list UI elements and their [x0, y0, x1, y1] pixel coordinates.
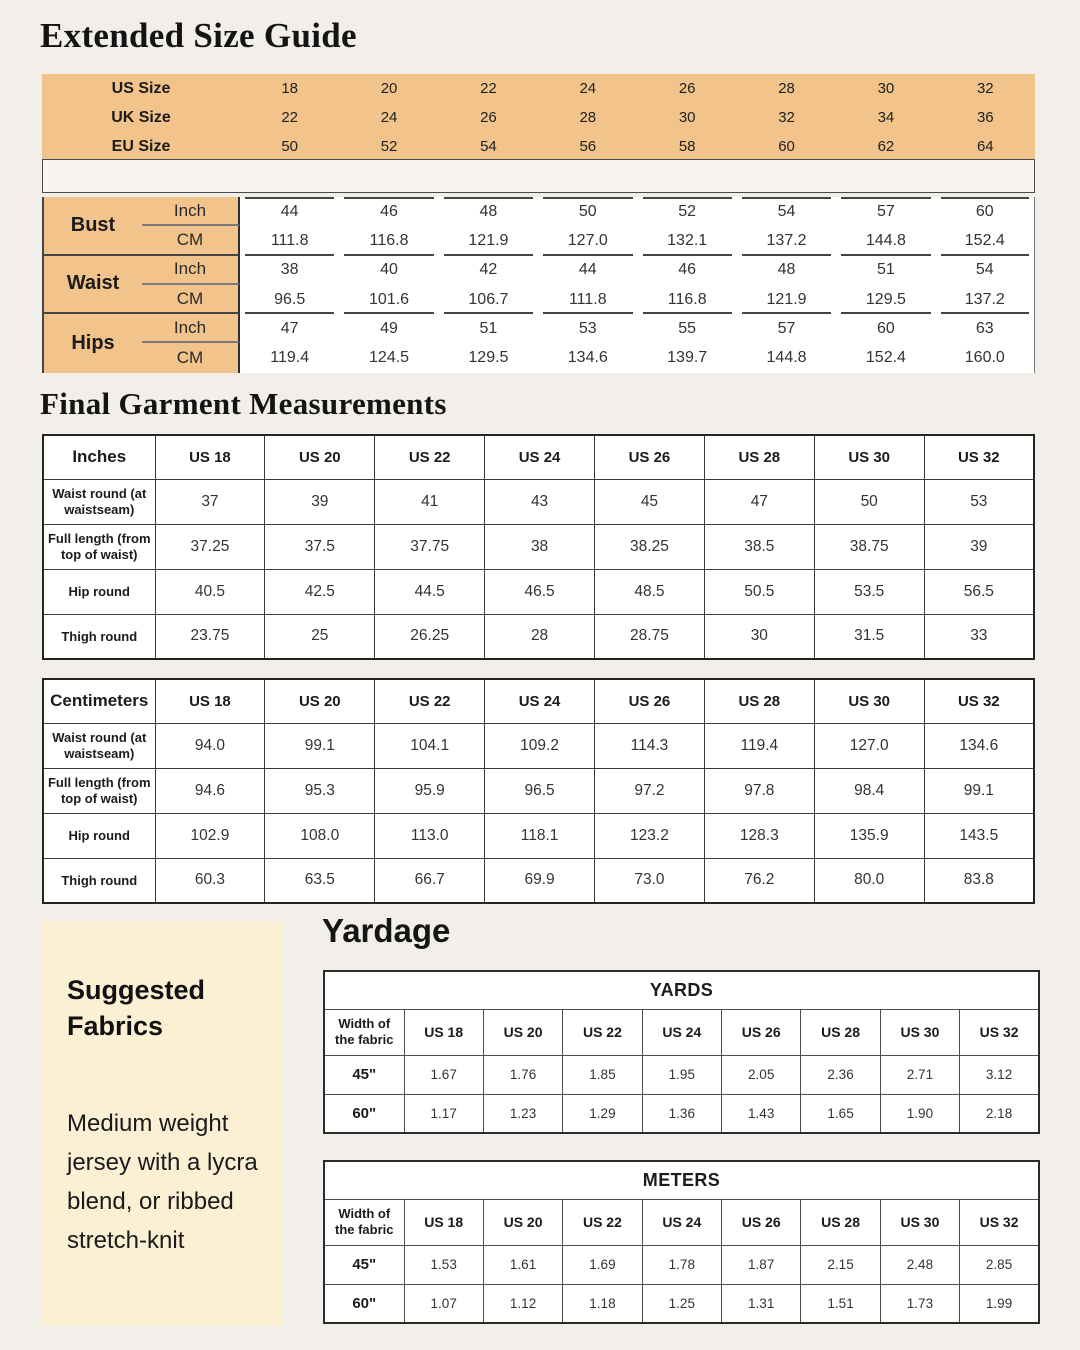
measurement-value: 49	[380, 319, 398, 337]
cm-values-row	[240, 285, 1035, 314]
unit-header: Inches	[43, 435, 155, 479]
measurement-value: 45	[595, 479, 705, 524]
measurement-value: 47	[704, 479, 814, 524]
measurement-value: 42.5	[265, 569, 375, 614]
fabric-width-label: 60"	[324, 1094, 404, 1133]
measurement-value: 50	[814, 479, 924, 524]
size-column-header: US 28	[801, 1009, 880, 1055]
measurement-value: 109.2	[485, 723, 595, 768]
measurement-value: 111.8	[538, 285, 637, 314]
table-title: YARDS	[324, 971, 1039, 1009]
measurement-value: 143.5	[924, 813, 1034, 858]
row-label: Waist round (at waistseam)	[43, 479, 155, 524]
measurement-value: 129.5	[836, 285, 935, 314]
measurement-name: Bust	[42, 197, 142, 256]
measurement-value: 44	[578, 261, 597, 279]
size-column-header: US 22	[563, 1009, 642, 1055]
measurement-value: 56.5	[924, 569, 1034, 614]
measurement-value: 114.3	[595, 723, 705, 768]
measurement-value: 37.25	[155, 524, 265, 569]
measurement-value: 111.8	[240, 226, 339, 255]
row-label: Full length (from top of waist)	[43, 524, 155, 569]
body-measurements-table	[42, 197, 1035, 373]
table-title-row	[324, 1161, 1039, 1199]
size-column-header: US 28	[704, 679, 814, 723]
measurement-value: 39	[265, 479, 375, 524]
yardage-value: 1.18	[563, 1284, 642, 1323]
row-label: Full length (from top of waist)	[43, 768, 155, 813]
measurement-value: 63.5	[265, 858, 375, 903]
measurement-value: 152.4	[936, 226, 1035, 255]
yardage-value: 2.15	[801, 1245, 880, 1284]
yardage-value: 1.69	[563, 1245, 642, 1284]
size-value: 20	[380, 80, 398, 97]
size-value: 32	[976, 80, 994, 97]
yardage-table-meters	[323, 1160, 1040, 1324]
yardage-value: 1.17	[404, 1094, 483, 1133]
measurement-value: 52	[638, 197, 737, 226]
measurement-value: 51	[877, 261, 895, 279]
table-row	[324, 1284, 1039, 1323]
measurement-value: 123.2	[595, 813, 705, 858]
measurement-value: 48.5	[595, 569, 705, 614]
measurement-value: 135.9	[814, 813, 924, 858]
measurement-value: 57	[777, 319, 796, 337]
measurement-value: 129.5	[468, 349, 509, 367]
yardage-table-yards	[323, 970, 1040, 1134]
measurement-value: 44.5	[375, 569, 485, 614]
yardage-value: 1.67	[404, 1055, 483, 1094]
size-value: 50	[281, 138, 299, 155]
garment-table-inches	[42, 434, 1035, 660]
measurement-value: 38.75	[814, 524, 924, 569]
cm-values-row	[240, 226, 1035, 255]
size-column-header: US 22	[375, 679, 485, 723]
measurement-value: 47	[280, 319, 299, 337]
size-value: 36	[976, 109, 994, 126]
measurement-value: 96.5	[240, 285, 339, 314]
measurement-value: 48	[439, 197, 538, 226]
measurement-value: 46	[339, 197, 438, 226]
measurement-value: 48	[777, 261, 796, 279]
measurement-value: 152.4	[865, 349, 906, 367]
size-system-label: UK Size	[111, 108, 171, 126]
garment-table-centimeters	[42, 678, 1035, 904]
size-column-header: US 30	[880, 1199, 959, 1245]
unit-label-cm: CM	[142, 226, 240, 255]
section-hips	[42, 314, 1035, 373]
measurement-value: 50.5	[704, 569, 814, 614]
size-row-eu	[42, 132, 1035, 161]
yardage-value: 1.43	[722, 1094, 801, 1133]
unit-label-cm: CM	[142, 343, 240, 372]
fabric-width-label: 45"	[324, 1055, 404, 1094]
measurement-value: 51	[479, 319, 498, 337]
measurement-value: 53.5	[814, 569, 924, 614]
measurement-value: 83.8	[924, 858, 1034, 903]
measurement-value: 106.7	[439, 285, 538, 314]
measurement-value: 43	[485, 479, 595, 524]
inch-values-row	[240, 256, 1035, 285]
size-column-header: US 28	[801, 1199, 880, 1245]
yardage-value: 1.25	[642, 1284, 721, 1323]
table-row	[43, 569, 1034, 614]
measurement-value: 57	[836, 197, 935, 226]
measurement-value: 108.0	[265, 813, 375, 858]
size-value: 54	[480, 138, 497, 155]
measurement-value: 118.1	[485, 813, 595, 858]
header-row	[43, 435, 1034, 479]
measurement-value: 53	[578, 319, 597, 337]
measurement-value: 97.8	[704, 768, 814, 813]
size-column-header: US 20	[265, 435, 375, 479]
measurement-value: 137.2	[936, 285, 1035, 314]
measurement-value: 40	[380, 261, 398, 279]
size-value: 24	[380, 109, 398, 126]
measurement-value: 104.1	[375, 723, 485, 768]
measurement-value: 63	[936, 314, 1035, 343]
measurement-value: 42	[479, 261, 498, 279]
size-column-header: US 24	[485, 435, 595, 479]
inch-values-row	[240, 314, 1035, 343]
measurement-value: 119.4	[270, 349, 310, 367]
measurement-value: 28	[485, 614, 595, 659]
measurement-value: 30	[704, 614, 814, 659]
measurement-value: 95.9	[375, 768, 485, 813]
measurement-value: 55	[678, 319, 697, 337]
table-row	[324, 1245, 1039, 1284]
measurement-value: 119.4	[704, 723, 814, 768]
yardage-value: 1.31	[722, 1284, 801, 1323]
measurement-value: 60.3	[155, 858, 265, 903]
measurement-value: 53	[924, 479, 1034, 524]
measurement-value: 38	[485, 524, 595, 569]
measurement-value: 132.1	[638, 226, 737, 255]
size-value: 26	[678, 80, 696, 97]
page-title-extended-size-guide: Extended Size Guide	[40, 16, 357, 55]
measurement-value: 134.6	[567, 349, 608, 367]
size-column-header: US 32	[960, 1199, 1039, 1245]
size-value: 52	[380, 138, 398, 155]
yardage-value: 1.51	[801, 1284, 880, 1323]
yardage-value: 1.90	[880, 1094, 959, 1133]
row-label: Thigh round	[43, 858, 155, 903]
measurement-value: 102.9	[155, 813, 265, 858]
size-value: 62	[877, 138, 895, 155]
measurement-value: 160.0	[936, 343, 1035, 372]
size-value: 56	[579, 138, 597, 155]
size-value: 22	[281, 109, 299, 126]
size-value: 24	[579, 80, 597, 97]
size-column-header: US 26	[722, 1199, 801, 1245]
yardage-value: 2.48	[880, 1245, 959, 1284]
size-column-header: US 30	[814, 435, 924, 479]
size-value: 28	[579, 109, 597, 126]
measurement-value: 128.3	[704, 813, 814, 858]
size-column-header: US 26	[722, 1009, 801, 1055]
section-bust	[42, 197, 1035, 256]
size-system-label: US Size	[111, 79, 171, 97]
measurement-value: 54	[936, 256, 1035, 285]
section-waist	[42, 256, 1035, 315]
measurement-value: 66.7	[375, 858, 485, 903]
measurement-value: 54	[737, 197, 836, 226]
measurement-value: 46.5	[485, 569, 595, 614]
size-column-header: US 32	[960, 1009, 1039, 1055]
yardage-value: 2.05	[722, 1055, 801, 1094]
yardage-value: 3.12	[960, 1055, 1039, 1094]
size-row-uk	[42, 103, 1035, 132]
size-value: 64	[976, 138, 994, 155]
cm-values-row	[240, 343, 1035, 372]
unit-label-inch: Inch	[142, 256, 240, 285]
measurement-value: 44	[240, 197, 339, 226]
measurement-value: 41	[375, 479, 485, 524]
measurement-value: 116.8	[339, 226, 438, 255]
size-conversion-table	[42, 74, 1035, 161]
measurement-value: 37.5	[265, 524, 375, 569]
measurement-value: 121.9	[737, 285, 836, 314]
size-column-header: US 20	[483, 1009, 562, 1055]
size-system-label: EU Size	[111, 137, 171, 155]
size-column-header: US 18	[404, 1199, 483, 1245]
yardage-value: 1.73	[880, 1284, 959, 1323]
measurement-value: 97.2	[595, 768, 705, 813]
yardage-value: 1.29	[563, 1094, 642, 1133]
size-column-header: US 18	[155, 679, 265, 723]
measurement-value: 38	[280, 261, 299, 279]
measurement-value: 96.5	[485, 768, 595, 813]
size-value: 26	[480, 109, 497, 126]
suggested-fabrics-card	[41, 921, 284, 1326]
yardage-value: 1.65	[801, 1094, 880, 1133]
row-label: Hip round	[43, 569, 155, 614]
fabric-width-label: 45"	[324, 1245, 404, 1284]
size-column-header: US 30	[814, 679, 924, 723]
measurement-name: Waist	[42, 256, 142, 315]
measurement-value: 25	[265, 614, 375, 659]
size-row-us	[42, 74, 1035, 103]
size-value: 30	[877, 80, 895, 97]
yardage-value: 1.87	[722, 1245, 801, 1284]
fabric-width-label: 60"	[324, 1284, 404, 1323]
size-column-header: US 20	[265, 679, 375, 723]
empty-divider-row	[42, 159, 1035, 193]
measurement-value: 113.0	[375, 813, 485, 858]
inch-values-row	[240, 197, 1035, 226]
size-column-header: US 26	[595, 435, 705, 479]
measurement-value: 76.2	[704, 858, 814, 903]
table-row	[43, 723, 1034, 768]
table-row	[43, 813, 1034, 858]
fabric-width-header: Width of the fabric	[324, 1199, 404, 1245]
row-label: Hip round	[43, 813, 155, 858]
size-value: 22	[480, 80, 497, 97]
size-column-header: US 22	[375, 435, 485, 479]
measurement-value: 137.2	[737, 226, 836, 255]
size-value: 34	[877, 109, 895, 126]
measurement-value: 127.0	[538, 226, 637, 255]
measurement-value: 94.0	[155, 723, 265, 768]
measurement-value: 38.25	[595, 524, 705, 569]
table-row	[43, 479, 1034, 524]
yardage-value: 1.76	[483, 1055, 562, 1094]
size-column-header: US 26	[595, 679, 705, 723]
measurement-value: 121.9	[439, 226, 538, 255]
measurement-value: 50	[538, 197, 637, 226]
fabric-width-header: Width of the fabric	[324, 1009, 404, 1055]
yardage-value: 1.12	[483, 1284, 562, 1323]
size-column-header: US 32	[924, 679, 1034, 723]
measurement-value: 60	[877, 319, 895, 337]
measurement-value: 31.5	[814, 614, 924, 659]
size-column-header: US 24	[642, 1199, 721, 1245]
size-column-header: US 24	[485, 679, 595, 723]
unit-label-inch: Inch	[142, 314, 240, 343]
row-label: Waist round (at waistseam)	[43, 723, 155, 768]
measurement-value: 60	[936, 197, 1035, 226]
measurement-value: 124.5	[369, 349, 410, 367]
table-title: METERS	[324, 1161, 1039, 1199]
page-title-final-garment-measurements: Final Garment Measurements	[40, 386, 447, 421]
yardage-value: 1.61	[483, 1245, 562, 1284]
measurement-value: 26.25	[375, 614, 485, 659]
yardage-value: 2.36	[801, 1055, 880, 1094]
yardage-value: 1.78	[642, 1245, 721, 1284]
measurement-value: 37	[155, 479, 265, 524]
measurement-value: 40.5	[155, 569, 265, 614]
unit-label-cm: CM	[142, 285, 240, 314]
row-label: Thigh round	[43, 614, 155, 659]
measurement-value: 101.6	[339, 285, 438, 314]
size-value: 28	[778, 80, 795, 97]
measurement-value: 144.8	[766, 349, 807, 367]
table-row	[43, 858, 1034, 903]
measurement-value: 127.0	[814, 723, 924, 768]
measurement-value: 38.5	[704, 524, 814, 569]
suggested-fabrics-text: Medium weight jersey with a lycra blend, or ribbed stretch-knit	[67, 1109, 258, 1254]
size-column-header: US 24	[642, 1009, 721, 1055]
size-value: 58	[678, 138, 696, 155]
measurement-name: Hips	[42, 314, 142, 373]
header-row	[324, 1009, 1039, 1055]
size-column-header: US 22	[563, 1199, 642, 1245]
size-value: 32	[778, 109, 795, 126]
size-column-header: US 20	[483, 1199, 562, 1245]
size-column-header: US 32	[924, 435, 1034, 479]
yardage-value: 1.85	[563, 1055, 642, 1094]
yardage-value: 1.23	[483, 1094, 562, 1133]
measurement-value: 99.1	[265, 723, 375, 768]
header-row	[43, 679, 1034, 723]
measurement-value: 80.0	[814, 858, 924, 903]
size-column-header: US 30	[880, 1009, 959, 1055]
unit-label-inch: Inch	[142, 197, 240, 226]
page-title-yardage: Yardage	[322, 912, 451, 949]
yardage-value: 1.95	[642, 1055, 721, 1094]
measurement-value: 33	[924, 614, 1034, 659]
yardage-value: 2.18	[960, 1094, 1039, 1133]
yardage-value: 1.07	[404, 1284, 483, 1323]
yardage-value: 1.99	[960, 1284, 1039, 1323]
suggested-fabrics-title: Suggested Fabrics	[67, 975, 206, 1042]
header-row	[324, 1199, 1039, 1245]
yardage-value: 2.85	[960, 1245, 1039, 1284]
size-column-header: US 18	[404, 1009, 483, 1055]
yardage-value: 1.36	[642, 1094, 721, 1133]
table-row	[324, 1055, 1039, 1094]
size-value: 18	[281, 80, 299, 97]
table-row	[43, 614, 1034, 659]
measurement-value: 69.9	[485, 858, 595, 903]
measurement-value: 28.75	[595, 614, 705, 659]
measurement-value: 144.8	[836, 226, 935, 255]
measurement-value: 39	[924, 524, 1034, 569]
measurement-value: 116.8	[638, 285, 737, 314]
table-title-row	[324, 971, 1039, 1009]
measurement-value: 99.1	[924, 768, 1034, 813]
measurement-value: 37.75	[375, 524, 485, 569]
table-row	[43, 524, 1034, 569]
measurement-value: 139.7	[667, 349, 708, 367]
size-column-header: US 28	[704, 435, 814, 479]
unit-header: Centimeters	[43, 679, 155, 723]
yardage-value: 2.71	[880, 1055, 959, 1094]
size-column-header: US 18	[155, 435, 265, 479]
table-row	[324, 1094, 1039, 1133]
table-row	[43, 768, 1034, 813]
measurement-value: 46	[678, 261, 697, 279]
measurement-value: 23.75	[155, 614, 265, 659]
size-value: 30	[678, 109, 696, 126]
measurement-value: 73.0	[595, 858, 705, 903]
measurement-value: 98.4	[814, 768, 924, 813]
yardage-value: 1.53	[404, 1245, 483, 1284]
size-value: 60	[778, 138, 795, 155]
measurement-value: 134.6	[924, 723, 1034, 768]
measurement-value: 94.6	[155, 768, 265, 813]
measurement-value: 95.3	[265, 768, 375, 813]
